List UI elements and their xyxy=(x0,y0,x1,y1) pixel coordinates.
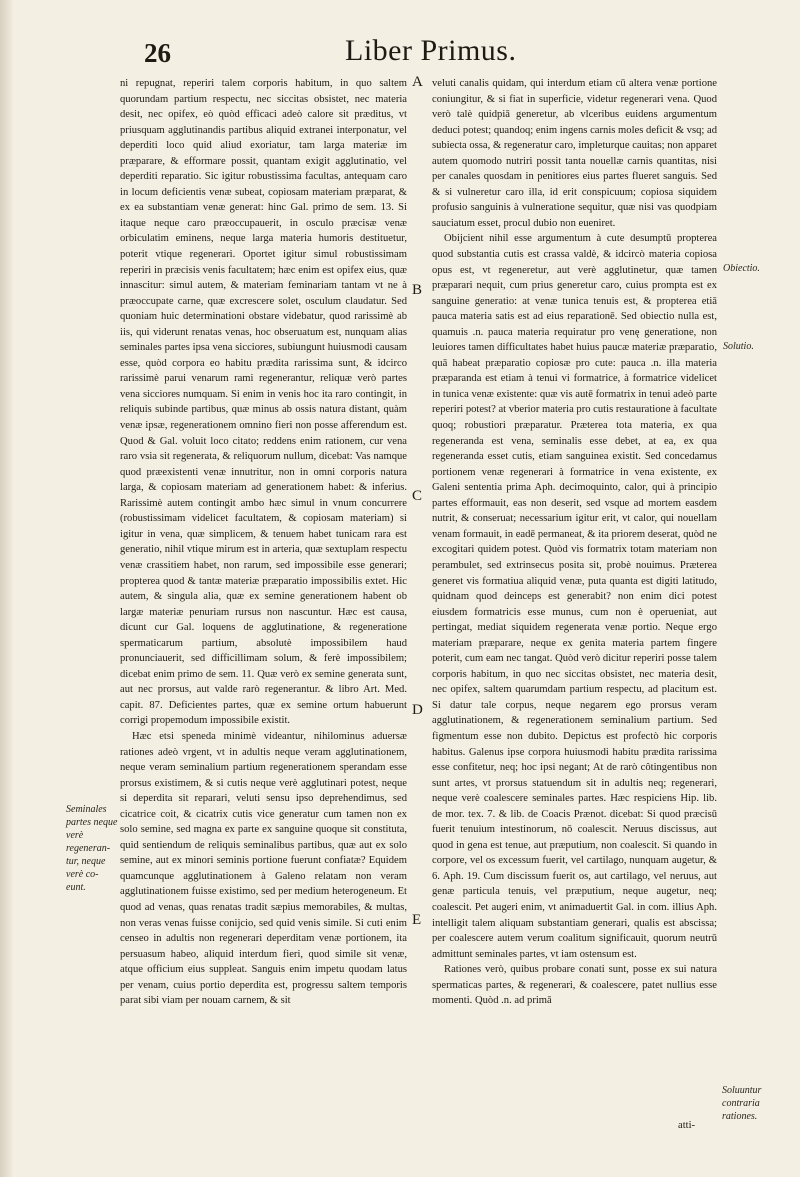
catchword: atti- xyxy=(678,1120,696,1131)
paragraph: ni repugnat, reperiri talem corporis habitum, in quo saltem quorundam partium respectu, nec siccitas obsistet, nec materia desit, nec opifex, eò quòd efficaci adeò calore sit præditus, vt priusquam agglutinandis partibus aliquid extranei interponatur, vel deperditi loco quid aliud exoriatur, tam larga materiæ im præparare, & efformare possit, quantam exigit agglutinatio, vel deperditi reparatio. Sic igitur robustissima facultas, antequam caro in locum deficientis venæ subeat, copiosam materiam præparat, & ex ea substantiam venæ generat: hinc Gal. primo de sem. 13. Si itaque neque caro præoccupauerit, in osculo præcisæ venæ orbiculatim eminens, neque larga materia humoris destituetur, poterit vtique regenerari. Oportet igitur simul robustissimam reperiri in præcisis venis facultatem; hæc enim est opifex eius, quæ innascitur: simul autem, & materiam feminariam tantam vt ne à præoccupate carne, quæ excrescere solet, osculum claudatur. Sed quoniam huic determinationi obstare videbatur, quod rarissimè ab iis, qui viderunt renatas venas, hoc obseruatum est, nunquam alias seminales partes ipsa vena sicciores, subiungunt huiusmodi causam esse, quòd corpora eo habitu prædita rarissima sunt, & idcirco rarissimè parui venarum rami regenerantur, reliquæ verò partes vena sicciores numquam. Si enim in venis hoc ita raro contingit, in reliquis subinde partibus, quæ minus ab ossis natura distant, quàm venæ ipsæ, regenerationem omnino fieri non posse afferendum est. Quod & Gal. voluit loco citato; reddens enim rationem, cur vena raro vsia sit regenerata, & reliquorum nullum, dicebat: Vas namque quod præexistenti venæ innutritur, non in omni corporis natura larga, & copiosam materiam ad generationem habet: & inferius. Rarissimè autem contingit ambo hæc simul in vnum concurrere (robustissimam videlicet facultatem, & copiosam materiam) si igitur in vena, quæ simplicem, & tenuem habet tunicam rara est generatio, nihil vtique mirum est in arteria, quæ sextuplam respectu venæ crassitiem habet, non rarum, sed impossibile esse generari; propterea quod & tantæ materiæ præparatio impossibilis extet. Hic autem, & singula alia, quæ ex semine generationem habent ob largæ materiæ penuriam rursus non nascuntur. Hæc est causa, dicunt cur Gal. loquens de agglutinatione, & regeneratione spermaticarum partium, absolutè impossibilem haud pronunciauerit, sed difficillimam solum, & ferè impossibilem; dicebat enim primo de sem. 11. Quæ verò ex semine generata sunt, aut nec prorsus, aut valde rarò regenerantur. & libro Art. Med. capit. 87. Deficientes partes, quæ ex semine ortum habuerunt corrigi propemodum impossibile existit. xyxy=(120,78,407,727)
page-number: 26 xyxy=(144,38,171,68)
paragraph: Rationes verò, quibus probare conati sunt, posse ex sui natura spermaticas partes, & regenerari, & coalescere, patet nullius esse momenti. Quòd .n. ad primā xyxy=(432,964,717,1007)
left-text-column xyxy=(120,76,407,1009)
section-letter-d: D xyxy=(412,702,423,718)
paragraph: Obijcient nihil esse argumentum à cute desumptū propterea quod substantia cutis est crassa valdè, & idcircò materia copiosa opus est, vt regeneretur, aut verè agglutinetur, quæ tamen præparari nequit, cum prius generetur caro, cuius prompta est ex sanguine generatio: at venæ tunica tenuis est, & propterea etiā pauca materia satis est ad eius reparationē. Sed obiectio nulla est, quamuis .n. pauca materia requiratur pro venę generatione, non leuiores tamen difficultates habet huius paucæ materiæ præparatio, quā habeat præparatio copiosæ pro cute: pauca .n. illa materia præparanda est etiam à tenui vi formatrice, à formatrice videlicet in tunica venæ existente: quæ vis autē formatrix in tenui adeò parte reperiri potest? at vberior materia pro cutis restauratione à facultate quoq; robustiori præparatur. Præterea tota materia, ex qua regeneranda est vena, seminalis esse debet, at ea, ex qua regeneranda esset cutis, etiam sanguinea existit. Sed concedamus portionem venæ regenerari à formatrice in vena existente, ex Galeni sententia prima Aph. decimoquinto, calor, qui à principio partes efformauit, eas non deserit, sed vsque ad mortem easdem nutrit, & conseruat; necessarium igitur erit, vt calor, qui nouellam venam formauit, in eadē permaneat, & ita priorem deserat, quòd ne excogitari quidem potest. Quòd vis formatrix totam materiam non perambulet, sed extrinsecus posita sit, probè nouimus. Præterea generet vis formatiua aliquid venæ, puta quanta est digiti latitudo, quidnam quod deinceps est generabit? non enim dici potest eiusdem formatricis esse munus, cum non è operueniat, aut pertingat, mediat siquidem regenerata venæ portio. Neque ergo materiam præparare, neque ex genita materia partem fingere poterit, cum eam nec tangat. Quòd verò dicitur reperiri posse talem corporis habitum, in quo nec siccitas obsistet, nec materia desit, nec opifex, saltem quarumdam partium respectu, ad placitum est. Si datur tale corpus, neque negarem ego prorsus veram agglutinationem, & regenerationem seminalium partium. Sed figmentum esse non dubito. Depictus est profectò hic corporis habitus. Galenus ipse corpora huiusmodi habitu prædita rarissima esse confitetur, neq; hoc ipsi negant; At de rarò côtingentibus non sunt artes, vt prorsus statuendum sit in adultis neq; regenerari, neque verè coalescere seminales partes. Hæc respiciens Hip. lib. de mor. tex. 7. & lib. de Coacis Prænot. dicebat: Si quod præcisū fuerit tenuium intestinorum, nō coalescit. Neruus discissus, aut quod in gena est tenue, aut præputium, non coalescit. Si quando in corpore, vel os excessum fuerit, vel cartilago, nunquam augetur, & 6. Aph. 19. Cum discissum fuerit os, aut cartilago, vel neruus, aut genæ particula tenuis, vel præputium, neque augetur, neq; coalescit. Pet augeri enim, vt animaduertit Gal. in com. illius Aph. intelligit talem aliquam substantiam generari, qualis est abscissa; per coalescere autem verum coalitum significauit, quorum neutrū admittunt seminales partes, vt iam ostensum est. xyxy=(432,233,718,960)
page-edge-shadow xyxy=(0,0,14,1177)
margin-note-solutio: Solutio. xyxy=(723,341,754,352)
section-letter-a: A xyxy=(412,74,423,90)
running-head: Liber Primus. xyxy=(345,34,517,67)
section-letter-c: C xyxy=(412,488,423,504)
margin-note-soluuntur: Soluuntur contraria rationes. xyxy=(722,1085,762,1122)
section-letter-e: E xyxy=(412,912,422,928)
section-letter-b: B xyxy=(412,282,423,298)
paragraph: Hæc etsi speneda minimè videantur, nihilominus aduersæ rationes adeò vrgent, vt in adultis neque veram agglutinationem, neque veram seminalium partium regenerationem sperandam esse prorsus existimem, & si cutis neque verè agglutinari potest, neque si deperdita sit reparari, veluti sensu ipso deprehendimus, sed cicatrice coit, & cicatrix cutis vice generatur cum tamen non ex solo semine, sed magna ex parte ex sanguine quoque sit constituta, quid sentiendum de reliquis seminalibus partibus, quæ aut ex solo semine, aut ex minori seminis portione fuerunt confiatæ? Equidem quamcunque agglutinationem à Galeno relatam non veram agglutinationem fuisse existimo, sed per medium heterogeneum. Et quod ad venas, quas renatas tradit sæpius memorabiles, & multas, non veras venas fuisse conijcio, sed quid venis simile. Si cuti enim censeo in adultis non regenerari deperditam venæ portionem, ita persuasum habeo, aliquid interdum fieri, quod simile sit venæ, atque officium eius suppleat. Sanguis enim impetu quodam latus per venam, cuius portio deperdita est, progressu saltem temporis parat sibi viam per nouam carnem, & sit xyxy=(120,730,407,1007)
right-text-column xyxy=(432,76,717,1009)
paragraph: veluti canalis quidam, qui interdum etiam cū altera venæ portione coniungitur, & si fiat in superficie, videtur regenerari vena. Quod verò talè quidpiā generetur, ab vlceribus euidens argumentum deduci potest; quandoq; enim ingens carnis moles deficit & vsq; ad subiecta ossa, & regeneratur caro, impleturque cauitas; non apparet autem quomodo nutriri possit tanta nouellæ carnis quantitas, nisi per canales quosdam in penitiores eius partes flueret sanguis. Sed & si vulneretur caro illa, id erit conspicuum; copiosa siquidem profusio sanguinis à vulneratione sequitur, quæ nisi vas quodpiam sauciatum esset, procul dubio non eueniret. xyxy=(432,78,717,229)
margin-note-objectio: Obiectio. xyxy=(723,263,760,274)
margin-note-seminales: Seminales partes neque verè regeneran- tur, neque verè co- eunt. xyxy=(66,804,118,893)
